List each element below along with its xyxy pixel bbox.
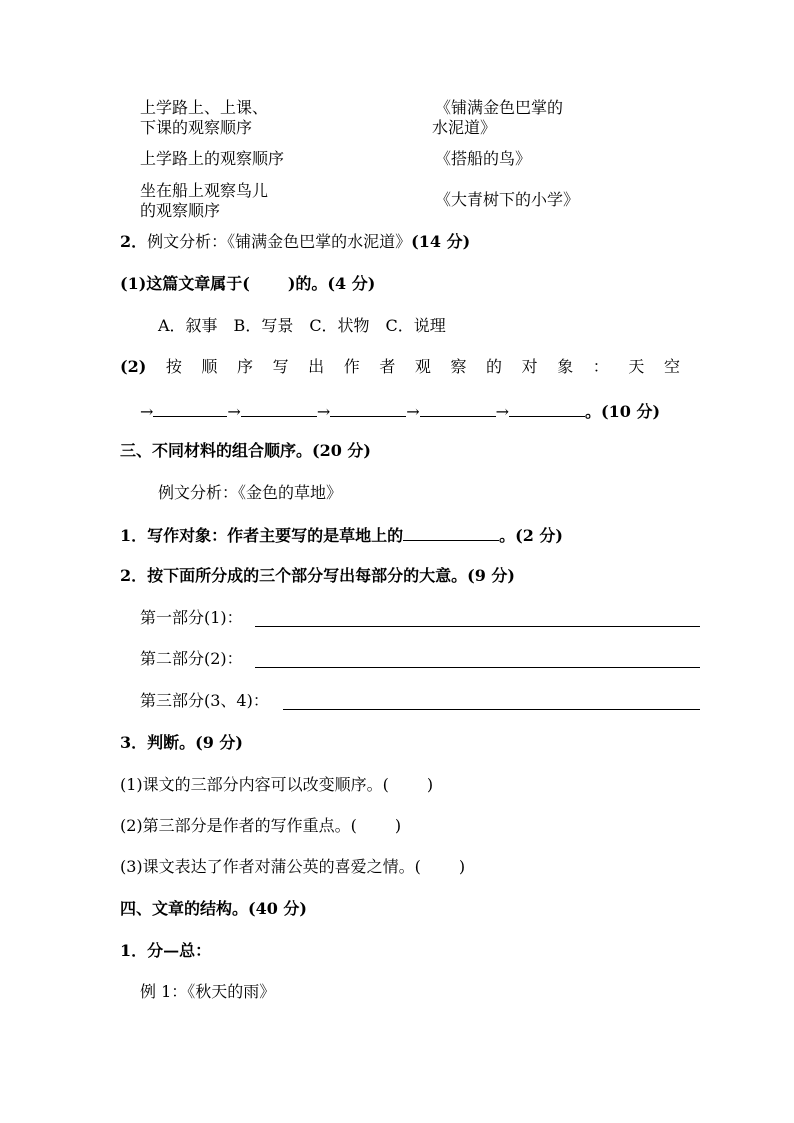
arrow-icon: → — [140, 402, 154, 421]
judge-2 — [120, 816, 401, 836]
match-left-3-line2: 的观察顺序 — [140, 201, 221, 220]
match-left-3-line1: 坐在船上观察鸟儿 — [140, 181, 269, 200]
part3-answer-line[interactable] — [283, 709, 700, 710]
section3-q1-end: 。(2 分) — [499, 526, 563, 545]
q2-sub2-char: 的 — [486, 357, 503, 376]
q2-sub2-char: 观 — [414, 357, 431, 376]
match-left-1-line1: 上学路上、上课、 — [140, 98, 269, 117]
q2-heading — [120, 232, 470, 252]
section3-q3: 3．判断。(9 分) — [120, 733, 243, 752]
section3-title: 三、不同材料的组合顺序。 — [120, 441, 313, 460]
q2-sub2-char: 作 — [343, 357, 360, 376]
q2-options: A．叙事 B．写景 C．状物 C．说理 — [158, 316, 446, 335]
section3-heading — [120, 441, 371, 461]
q2-title: 例文分析：《铺满金色巴掌的水泥道》 — [147, 232, 412, 251]
arrow-icon: → — [316, 402, 331, 421]
q2-number: 2． — [120, 232, 148, 251]
judge-1 — [120, 775, 433, 795]
section4-heading — [120, 899, 307, 919]
judge-1-close: ) — [426, 775, 434, 794]
sequence-blank-3[interactable] — [330, 400, 406, 417]
judge-1-text: (1)课文的三部分内容可以改变顺序。( — [120, 775, 389, 794]
q2-sub2-char: 察 — [450, 357, 467, 376]
part1-label: 第一部分(1)： — [140, 608, 243, 627]
section3-q2: 2．按下面所分成的三个部分写出每部分的大意。(9 分) — [120, 566, 515, 585]
match-right-3: 《大青树下的小学》 — [435, 190, 580, 209]
part2-label: 第二部分(2)： — [140, 649, 243, 668]
sequence-blank-5[interactable] — [509, 400, 585, 417]
judge-2-text: (2)第三部分是作者的写作重点。( — [120, 816, 357, 835]
match-left-2: 上学路上的观察顺序 — [140, 149, 285, 168]
part2-answer-line[interactable] — [255, 667, 700, 668]
section3-example: 例文分析：《金色的草地》 — [158, 483, 343, 502]
section3-q1-text: 1．写作对象：作者主要写的是草地上的 — [120, 526, 404, 545]
q2-score: (14 分) — [411, 232, 471, 251]
q2-sub2-char: 对 — [521, 357, 538, 376]
q2-sub2-char: 按 — [165, 357, 182, 376]
q2-sub2-end: 。(10 分) — [585, 402, 661, 421]
sequence-blank-1[interactable] — [153, 400, 227, 417]
section3-q1-blank[interactable] — [403, 524, 499, 541]
q2-sub2-char: 空 — [663, 357, 680, 376]
q2-sub2-line — [120, 357, 680, 377]
part1-answer-line[interactable] — [255, 626, 700, 627]
section4-q1: 1．分—总： — [120, 941, 212, 960]
q2-sub2-char: 出 — [308, 357, 325, 376]
match-right-1-line1: 《铺满金色巴掌的 — [435, 98, 564, 117]
part3-label: 第三部分(3、4)： — [140, 691, 269, 710]
q2-sub1-suffix: )的。(4 分) — [287, 274, 376, 293]
judge-3-close: ) — [458, 857, 466, 876]
section4-score: (40 分) — [248, 899, 307, 918]
arrow-icon: → — [406, 402, 420, 421]
q2-sub2-char: 者 — [379, 357, 396, 376]
q2-sub2-label: (2) — [120, 357, 147, 376]
sequence-blank-4[interactable] — [420, 400, 496, 417]
q2-sub2-char: 顺 — [201, 357, 218, 376]
section3-q1 — [120, 524, 563, 546]
section3-score: (20 分) — [312, 441, 371, 460]
q2-sequence-blanks — [140, 400, 660, 422]
judge-3 — [120, 857, 465, 877]
q2-sub1 — [120, 274, 375, 294]
match-left-1-line2: 下课的观察顺序 — [140, 118, 253, 137]
match-right-1-line2: 水泥道》 — [432, 118, 497, 137]
q2-sub2-char: 象 — [557, 357, 574, 376]
q2-sub2-char: ： — [592, 357, 609, 376]
q2-sub1-prefix: (1)这篇文章属于( — [120, 274, 250, 293]
q2-sub2-char: 序 — [237, 357, 254, 376]
judge-2-close: ) — [394, 816, 402, 835]
section4-example: 例 1：《秋天的雨》 — [140, 982, 276, 1001]
sequence-blank-2[interactable] — [241, 400, 317, 417]
section4-title: 四、文章的结构。 — [120, 899, 249, 918]
arrow-icon: → — [495, 402, 510, 421]
match-right-2: 《搭船的鸟》 — [435, 149, 532, 168]
arrow-icon: → — [227, 402, 241, 421]
judge-3-text: (3)课文表达了作者对蒲公英的喜爱之情。( — [120, 857, 421, 876]
q2-sub2-char: 天 — [628, 357, 645, 376]
q2-sub2-char: 写 — [272, 357, 289, 376]
